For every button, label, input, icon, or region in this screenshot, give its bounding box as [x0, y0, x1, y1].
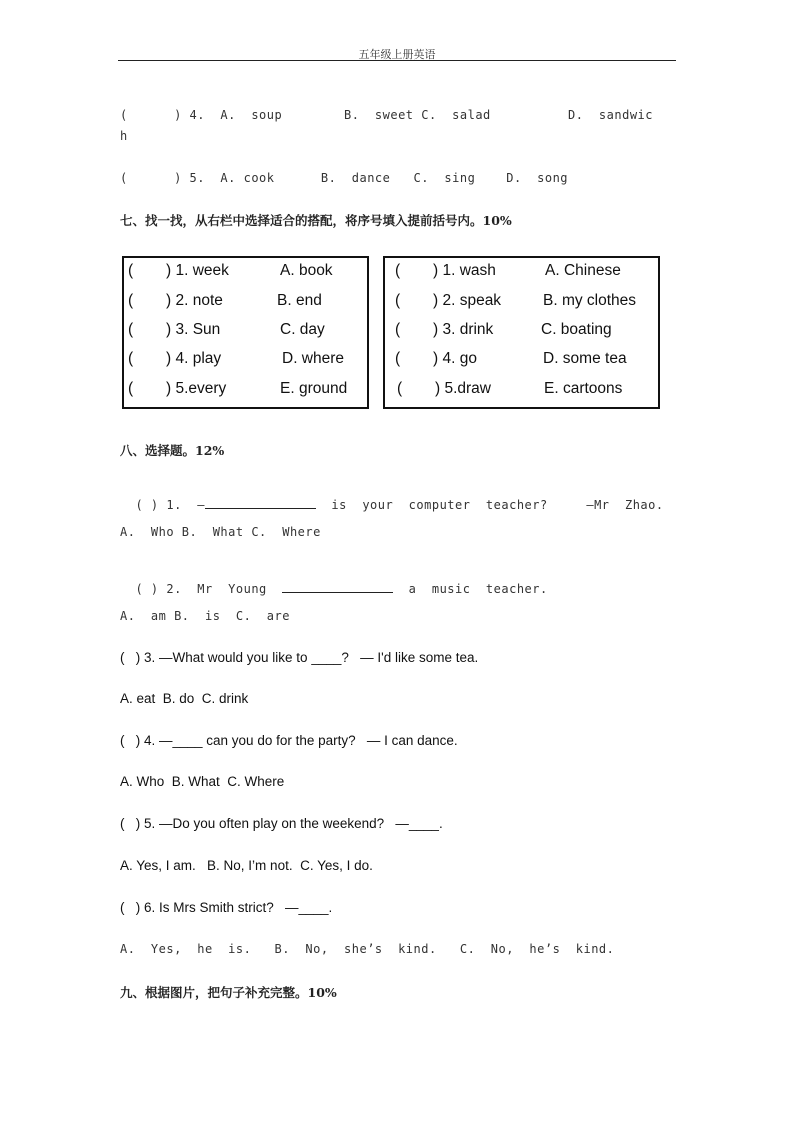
question-8-6: ( ) 6. Is Mrs Smith strict? —____.	[120, 900, 333, 915]
question-prefix: ( ) 1. —	[135, 498, 205, 512]
match-row	[385, 380, 658, 404]
match-option: E. ground	[280, 380, 348, 397]
match-option: C. boating	[541, 321, 612, 338]
paren: (	[128, 292, 134, 309]
paren: (	[128, 321, 134, 338]
paren: (	[128, 350, 134, 367]
match-word: ) 2. note	[166, 292, 223, 309]
match-word: ) 1. week	[166, 262, 229, 279]
match-row	[124, 292, 367, 316]
match-word: ) 4. play	[166, 350, 222, 367]
question-8-5: ( ) 5. —Do you often play on the weekend? —____.	[120, 816, 443, 831]
question-6-4-line2: h	[120, 129, 128, 143]
paren: (	[397, 380, 403, 397]
match-row	[385, 350, 658, 374]
question-8-2-options: A. am B. is C. are	[120, 609, 290, 623]
question-suffix: is your computer teacher? —Mr Zhao.	[315, 498, 664, 512]
section-8-heading: 八、选择题。12%	[120, 443, 225, 458]
question-6-4-line1: ( ) 4. A. soup B. sweet C. salad D. sandwic	[120, 108, 653, 122]
paren: (	[128, 262, 134, 279]
match-option: B. my clothes	[543, 292, 637, 309]
match-word: ) 2. speak	[433, 292, 502, 309]
match-row	[385, 292, 658, 316]
question-8-1	[120, 483, 664, 512]
match-option: B. end	[277, 292, 322, 309]
match-row	[124, 350, 367, 374]
section-7-heading: 七、找一找，从右栏中选择适合的搭配，将序号填入提前括号内。10%	[120, 213, 512, 228]
match-row	[124, 321, 367, 345]
match-row	[124, 380, 367, 404]
matching-box-left	[122, 256, 369, 409]
match-word: ) 3. drink	[433, 321, 494, 338]
match-word: ) 1. wash	[433, 262, 496, 279]
question-8-6-options: A. Yes, he is. B. No, she’s kind. C. No, he’s kind.	[120, 942, 615, 956]
match-option: D. some tea	[543, 350, 627, 367]
match-option: A. book	[280, 262, 333, 279]
match-row	[124, 262, 367, 286]
paren: (	[128, 380, 134, 397]
paren: (	[395, 262, 401, 279]
question-8-3-options: A. eat B. do C. drink	[120, 691, 249, 706]
match-row	[385, 321, 658, 345]
question-8-1-options: A. Who B. What C. Where	[120, 525, 321, 539]
match-word: ) 5.draw	[435, 380, 491, 397]
answer-blank[interactable]	[205, 497, 316, 509]
paren: (	[395, 321, 401, 338]
match-row	[385, 262, 658, 286]
match-option: E. cartoons	[544, 380, 623, 397]
header-rule	[118, 60, 676, 61]
match-word: ) 5.every	[166, 380, 227, 397]
paren: (	[395, 350, 401, 367]
paren: (	[395, 292, 401, 309]
question-suffix: a music teacher.	[393, 582, 548, 596]
match-word: ) 4. go	[433, 350, 477, 367]
page-header-title: 五年级上册英语	[358, 48, 436, 61]
question-8-4: ( ) 4. —____ can you do for the party? — I can dance.	[120, 733, 458, 748]
match-option: C. day	[280, 321, 325, 338]
question-8-2	[120, 567, 548, 596]
question-6-5: ( ) 5. A. cook B. dance C. sing D. song	[120, 171, 569, 185]
question-8-3: ( ) 3. —What would you like to ____? — I'd like some tea.	[120, 650, 479, 665]
match-word: ) 3. Sun	[166, 321, 221, 338]
match-option: A. Chinese	[545, 262, 621, 279]
question-8-5-options: A. Yes, I am. B. No, I’m not. C. Yes, I do.	[120, 858, 373, 873]
question-8-4-options: A. Who B. What C. Where	[120, 774, 285, 789]
match-option: D. where	[282, 350, 345, 367]
answer-blank[interactable]	[282, 581, 393, 593]
matching-box-right	[383, 256, 660, 409]
section-9-heading: 九、根据图片，把句子补充完整。10%	[120, 985, 337, 1000]
question-prefix: ( ) 2. Mr Young	[135, 582, 283, 596]
